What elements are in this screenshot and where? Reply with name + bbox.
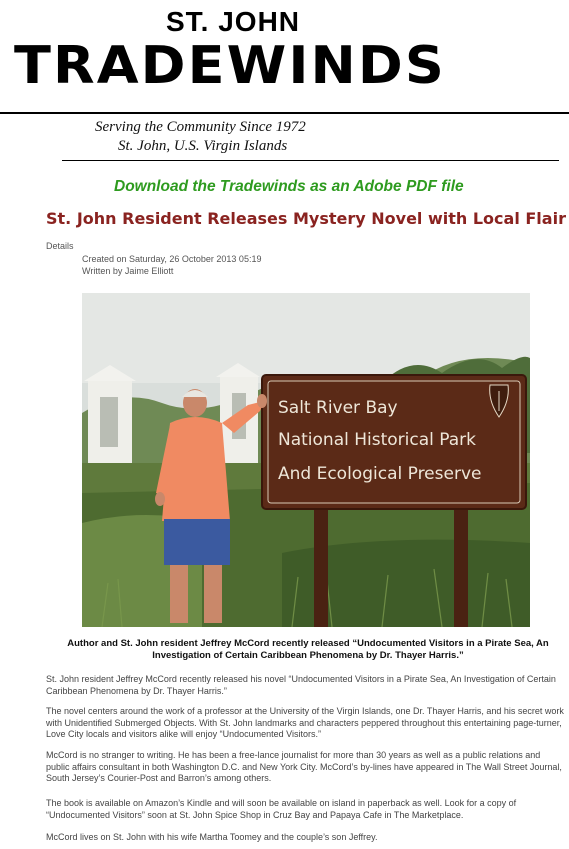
- article-photo: [82, 293, 530, 627]
- masthead-tagline-1: Serving the Community Since 1972: [95, 119, 306, 135]
- paragraph-4: The book is available on Amazon’s Kindle and will soon be available on island in paperback as well. Look for a copy of “Undocumented Visitors” soon at St. John Spice Shop in Cruz Bay and Papaya Cafe in The Marketplace.: [46, 798, 517, 820]
- paragraph-1: St. John resident Jeffrey McCord recently released his novel “Undocumented Visitors in a Pirate Sea, An Investigation of Certain Caribbean Phenomena by Dr. Thayer Harris.”: [46, 674, 556, 696]
- details-label: Details: [46, 241, 74, 251]
- photo-illustration: [82, 293, 530, 627]
- gate-pillar-left: [84, 365, 136, 473]
- author-byline: Written by Jaime Elliott: [82, 266, 174, 276]
- masthead-tagline-2: St. John, U.S. Virgin Islands: [118, 138, 288, 154]
- paragraph-3: McCord is no stranger to writing. He has been a free-lance journalist for more than 30 years as well as a public relations and public affairs consultant in both Washington D.C. and New York City. McCord’s by-lines have appeared in The Wall Street Journal, South Jersey’s Courier-Post and Barron’s among others.: [46, 750, 562, 783]
- masthead-title-small: ST. JOHN: [166, 6, 301, 37]
- sign-line-3: And Ecological Preserve: [278, 464, 482, 484]
- paragraph-2: The novel centers around the work of a professor at the University of the Virgin Islands, one Dr. Thayer Harris, and his secret work with Unidentified Submerged Objects. With St. John landmarks and characters peppered throughout this entertaining page-turner, Love City locals and visitors alike will enjoy “Undocumented Visitors.”: [46, 706, 564, 739]
- article-title[interactable]: St. John Resident Releases Mystery Novel with Local Flair: [46, 209, 566, 228]
- sign-line-1: Salt River Bay: [278, 398, 398, 418]
- masthead-title-large: TRADEWINDS: [14, 36, 446, 96]
- park-sign: [262, 375, 526, 509]
- photo-caption: Author and St. John resident Jeffrey McCord recently released “Undocumented Visitors in a Pirate Sea, An Investigation of Certain Caribbean Phenomena by Dr. Thayer Harris.”: [67, 638, 549, 661]
- masthead-rule: [0, 112, 569, 114]
- created-date: Created on Saturday, 26 October 2013 05:19: [82, 254, 262, 264]
- download-pdf-link[interactable]: Download the Tradewinds as an Adobe PDF file: [114, 178, 464, 195]
- paragraph-5: McCord lives on St. John with his wife Martha Toomey and the couple’s son Jeffrey.: [46, 832, 378, 842]
- sign-line-2: National Historical Park: [278, 430, 477, 450]
- masthead-rule-lower: [62, 160, 559, 161]
